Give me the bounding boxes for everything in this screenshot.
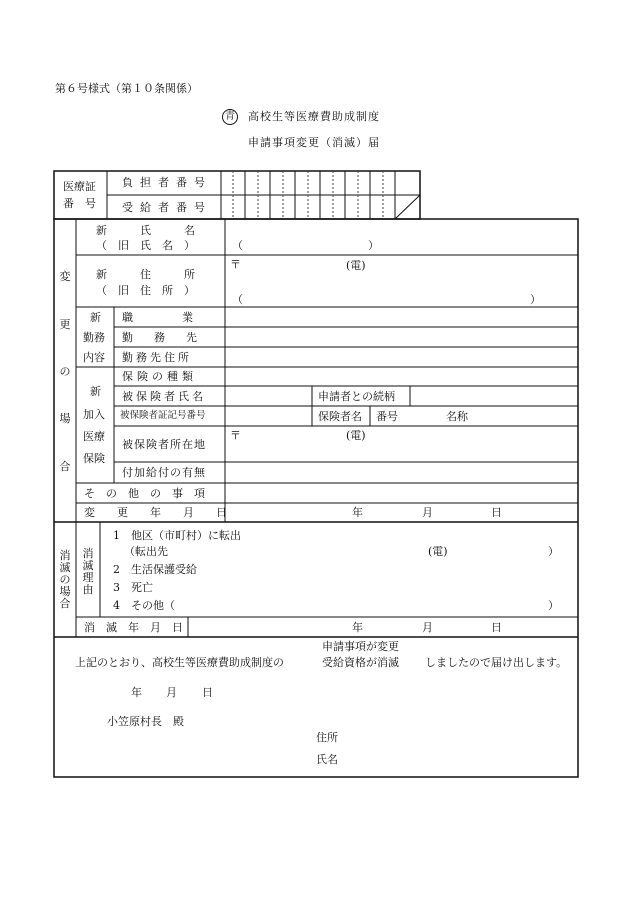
option-extinct: 受給資格が消滅 [322, 656, 399, 669]
form-subtitle: 申請事項変更（消滅）届 [248, 136, 380, 149]
work-group-char-3: 内容 [83, 351, 105, 364]
id-label-line2: 番 号 [63, 197, 96, 210]
other-items-label: そ の 他 の 事 項 [84, 487, 205, 500]
reason-4-paren-close: ） [548, 599, 559, 612]
insurance-group-char-3: 医療 [83, 430, 105, 443]
change-date-label: 変 更 年 月 日 [84, 506, 227, 519]
reason-1: 1 他区（市町村）に転出 [113, 529, 241, 542]
insurer-name-label: 保険者名 [318, 410, 362, 423]
occupation-label: 職 業 [122, 311, 197, 324]
reason-label-char-3: 理 [82, 571, 94, 584]
old-address-label: （ 旧 住 所 ） [96, 284, 195, 297]
address-label: 住所 [316, 731, 338, 744]
insurance-group-char-1: 新 [90, 385, 101, 398]
addressee: 小笠原村長 殿 [107, 715, 184, 728]
old-name-paren-close: ） [368, 239, 379, 252]
workplace-label: 勤 務 先 [122, 331, 202, 344]
reason-4: 4 その他（ [113, 599, 175, 612]
change-date-month: 月 [422, 506, 433, 519]
change-side-char-2: 更 [59, 318, 71, 331]
insured-postal-mark: 〒 [230, 429, 241, 442]
extinct-side-char-5: 合 [59, 597, 71, 610]
insurance-group-char-4: 保険 [83, 452, 105, 465]
extinct-date-month: 月 [422, 621, 433, 634]
workplace-address-label: 勤務先住所 [122, 351, 192, 364]
extinct-side-char-4: 場 [59, 585, 71, 598]
insured-tel-label: (電) [346, 429, 366, 442]
insured-cert-number-label: 被保険者証記号番号 [120, 410, 206, 421]
stamp-char: 青 [225, 111, 235, 122]
footer-date-month: 月 [166, 686, 177, 699]
change-date-year: 年 [352, 506, 363, 519]
footer-date-year: 年 [131, 686, 142, 699]
reason-label-char-1: 消 [82, 547, 94, 560]
postal-mark: 〒 [230, 258, 241, 271]
id-label-line1: 医療証 [63, 180, 96, 193]
reason-1-paren-close: ） [548, 545, 559, 558]
work-group-char-1: 新 [90, 311, 101, 324]
extinct-side-char-1: 消 [59, 549, 71, 562]
relation-label: 申請者との続柄 [318, 390, 395, 403]
change-side-char-3: の [59, 365, 71, 378]
extinct-side-char-3: の [59, 573, 71, 586]
reason-2: 2 生活保護受給 [113, 563, 197, 576]
insured-name-label: 被保険者氏名 [122, 390, 206, 403]
extinct-date-day: 日 [491, 621, 502, 634]
form-title: 高校生等医療費助成制度 [248, 110, 380, 123]
addr-paren-close: ） [530, 293, 541, 306]
new-name-label: 新 氏 名 [96, 224, 195, 237]
extinct-side-char-2: 滅 [59, 561, 71, 574]
change-side-char-1: 変 [59, 270, 71, 283]
change-side-char-5: 合 [59, 460, 71, 473]
name-label: 名称 [446, 410, 468, 423]
addr-paren-open: （ [232, 293, 243, 306]
reason-label-char-2: 滅 [82, 559, 94, 572]
tel-label: (電) [346, 259, 366, 272]
old-name-paren-open: （ [232, 239, 243, 252]
insured-address-label: 被保険者所在地 [122, 438, 206, 451]
new-address-label: 新 住 所 [96, 268, 195, 281]
reason-3: 3 死亡 [113, 581, 153, 594]
change-date-day: 日 [491, 506, 502, 519]
insurance-group-char-2: 加入 [83, 408, 105, 421]
reason-1-destination: （転出先 [124, 545, 168, 558]
number-label: 番号 [376, 410, 398, 423]
extinct-date-year: 年 [352, 621, 363, 634]
insurance-type-label: 保険の種類 [122, 370, 197, 383]
option-change: 申請事項が変更 [322, 640, 399, 653]
recipient-number-label: 受給者番号 [122, 201, 212, 214]
name-signature-label: 氏名 [316, 753, 338, 766]
change-side-char-4: 場 [59, 412, 71, 425]
form-number: 第６号様式（第１０条関係） [55, 82, 198, 95]
payer-number-label: 負担者番号 [122, 176, 212, 189]
reason-1-tel: (電) [428, 545, 448, 558]
extinct-date-label: 消 滅 年 月 日 [84, 621, 183, 634]
extra-benefit-label: 付加給付の有無 [122, 466, 206, 479]
statement-pre: 上記のとおり、高校生等医療費助成制度の [75, 656, 284, 669]
statement-post: しましたので届け出します。 [425, 656, 568, 669]
old-name-label: （ 旧 氏 名 ） [96, 239, 195, 252]
work-group-char-2: 勤務 [83, 331, 105, 344]
footer-date-day: 日 [202, 686, 213, 699]
reason-label-char-4: 由 [82, 583, 94, 596]
